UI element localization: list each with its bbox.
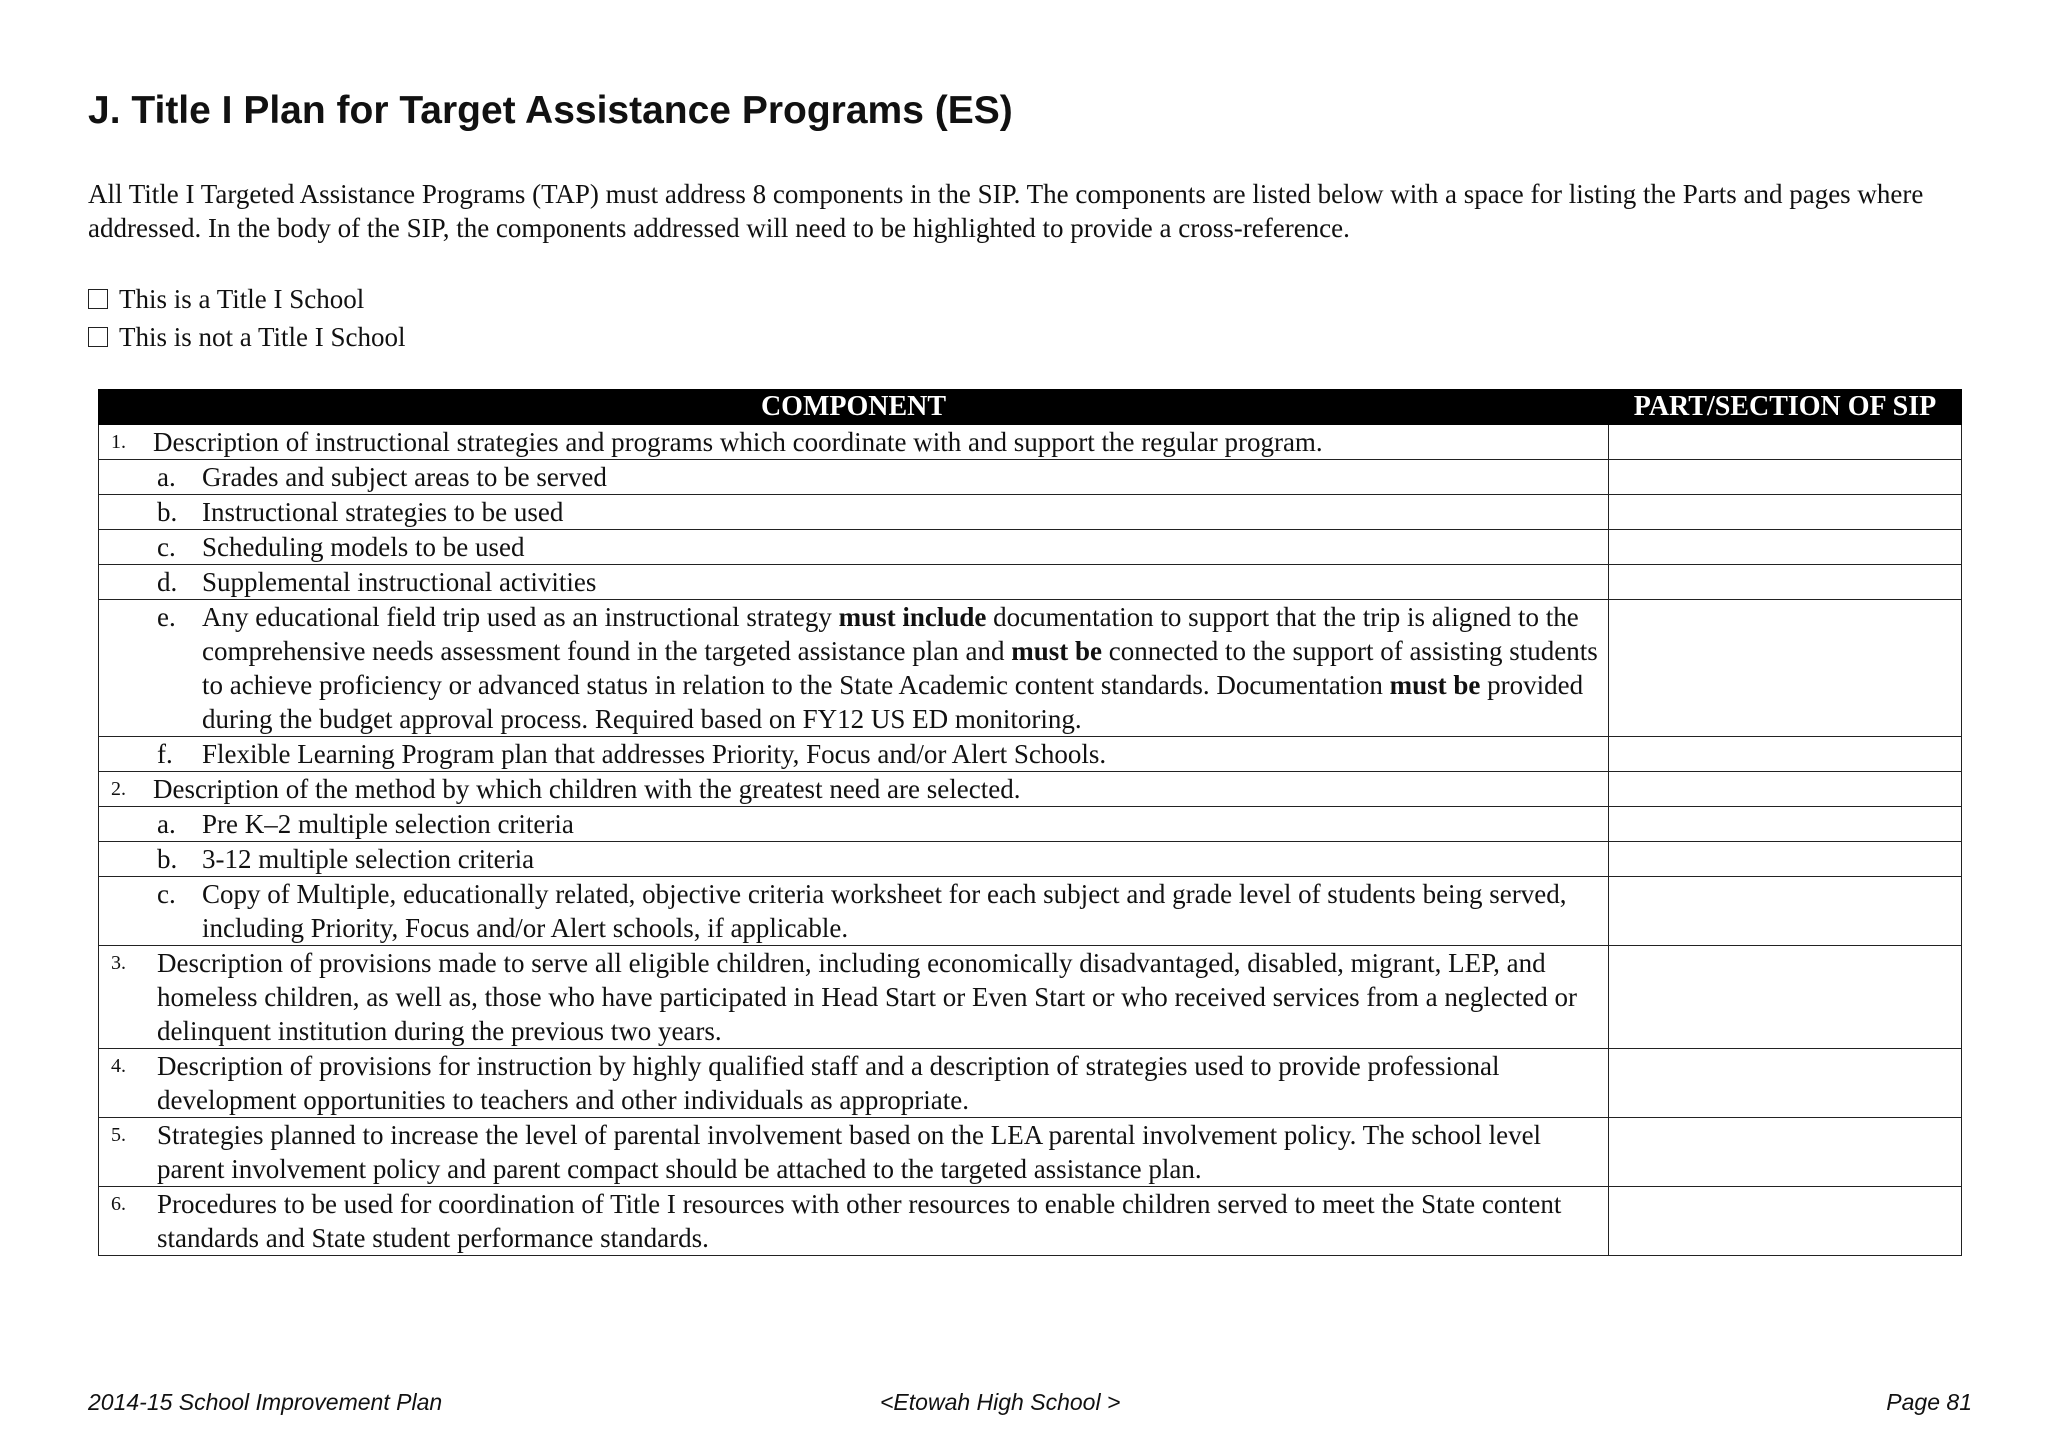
table-header-row bbox=[99, 390, 1962, 425]
part-section-cell[interactable] bbox=[1609, 772, 1962, 807]
sub-item-letter: b. bbox=[157, 497, 178, 527]
sub-item-text: Instructional strategies to be used bbox=[202, 497, 564, 527]
footer-school-name: <Etowah High School > bbox=[880, 1389, 1121, 1415]
component-cell bbox=[99, 530, 1609, 565]
table-row bbox=[99, 565, 1962, 600]
item-number: 2. bbox=[111, 778, 126, 800]
item-text: Procedures to be used for coordination of Title I resources with other resources to enable children served to meet the State content standards and State student performance standards. bbox=[157, 1189, 1562, 1253]
sub-item-text: Copy of Multiple, educationally related, objective criteria worksheet for each subject and grade level of students being served, including Priority, Focus and/or Alert schools, if applicable. bbox=[202, 879, 1567, 943]
sub-item-letter: a. bbox=[157, 809, 176, 839]
emphasis-text: must be bbox=[1011, 636, 1103, 666]
component-cell bbox=[99, 600, 1609, 737]
footer-page-number: Page 81 bbox=[1886, 1389, 1972, 1415]
text-run: connected to the support of assisting students to achieve proficiency or advanced status in relation to the State Academic content standards. Documentation bbox=[202, 636, 1598, 700]
part-section-cell[interactable] bbox=[1609, 807, 1962, 842]
sub-item-letter: d. bbox=[157, 567, 178, 597]
item-number: 4. bbox=[111, 1055, 126, 1077]
checkbox-label: This is not a Title I School bbox=[119, 322, 406, 352]
part-section-cell[interactable] bbox=[1609, 495, 1962, 530]
table-row bbox=[99, 842, 1962, 877]
checkbox-unchecked-icon[interactable] bbox=[88, 289, 108, 309]
table-row bbox=[99, 530, 1962, 565]
text-run: provided during the budget approval process. Required based on FY12 US ED monitoring. bbox=[202, 670, 1584, 734]
footer-plan-name: 2014-15 School Improvement Plan bbox=[88, 1389, 443, 1415]
item-text: Description of the method by which children with the greatest need are selected. bbox=[153, 774, 1021, 804]
part-section-cell[interactable] bbox=[1609, 1118, 1962, 1187]
table-row bbox=[99, 946, 1962, 1049]
part-section-cell[interactable] bbox=[1609, 1187, 1962, 1256]
part-section-cell[interactable] bbox=[1609, 842, 1962, 877]
part-section-cell[interactable] bbox=[1609, 737, 1962, 772]
component-cell bbox=[99, 946, 1609, 1049]
part-section-cell[interactable] bbox=[1609, 425, 1962, 460]
item-text: Strategies planned to increase the level of parental involvement based on the LEA parental involvement policy. The school level parent involvement policy and parent compact should be attached to the targeted assistance plan. bbox=[157, 1120, 1542, 1184]
page-title: J. Title I Plan for Target Assistance Programs (ES) bbox=[88, 89, 1013, 132]
components-table bbox=[98, 389, 1962, 1256]
table-row bbox=[99, 425, 1962, 460]
component-cell bbox=[99, 460, 1609, 495]
component-cell bbox=[99, 877, 1609, 946]
component-cell bbox=[99, 1049, 1609, 1118]
checkbox-label: This is a Title I School bbox=[119, 284, 365, 314]
component-column-header: COMPONENT bbox=[99, 390, 1609, 425]
intro-paragraph: All Title I Targeted Assistance Programs (TAP) must address 8 components in the SIP. The components are listed below with a space for listing the Parts and pages where addressed. In the body of the SIP, the components addressed will need to be highlighted to provide a cross-reference. bbox=[88, 179, 1924, 243]
sub-item-text: 3-12 multiple selection criteria bbox=[202, 844, 535, 874]
checkbox-title-i-school[interactable] bbox=[88, 280, 406, 318]
sub-item-text: Scheduling models to be used bbox=[202, 532, 525, 562]
text-run: documentation to support that the trip is aligned to the comprehensive needs assessment found in the targeted assistance plan and bbox=[202, 602, 1579, 666]
item-number: 1. bbox=[111, 431, 126, 453]
emphasis-text: must include bbox=[838, 602, 987, 632]
sub-item-letter: c. bbox=[157, 532, 176, 562]
sub-item-text: Supplemental instructional activities bbox=[202, 567, 597, 597]
item-number: 6. bbox=[111, 1193, 126, 1215]
table-row bbox=[99, 1049, 1962, 1118]
item-number: 3. bbox=[111, 952, 126, 974]
table-row bbox=[99, 460, 1962, 495]
sub-item-letter: c. bbox=[157, 879, 176, 909]
table-row bbox=[99, 600, 1962, 737]
checkbox-unchecked-icon[interactable] bbox=[88, 327, 108, 347]
item-text: Description of instructional strategies and programs which coordinate with and support the regular program. bbox=[153, 427, 1323, 457]
table-row bbox=[99, 807, 1962, 842]
emphasis-text: must be bbox=[1389, 670, 1481, 700]
item-number: 5. bbox=[111, 1124, 126, 1146]
sub-item-text: Grades and subject areas to be served bbox=[202, 462, 607, 492]
item-text: Description of provisions for instruction by highly qualified staff and a description of strategies used to provide professional development opportunities to teachers and other individuals as appropriate. bbox=[157, 1051, 1500, 1115]
component-cell bbox=[99, 425, 1609, 460]
component-cell bbox=[99, 1187, 1609, 1256]
sub-item-letter: f. bbox=[157, 739, 173, 769]
sub-item-letter: a. bbox=[157, 462, 176, 492]
table-row bbox=[99, 1118, 1962, 1187]
checkbox-not-title-i-school[interactable] bbox=[88, 318, 406, 356]
component-cell bbox=[99, 737, 1609, 772]
component-cell bbox=[99, 842, 1609, 877]
title-i-checkbox-group bbox=[88, 280, 406, 356]
component-cell bbox=[99, 495, 1609, 530]
sub-item-letter: e. bbox=[157, 602, 176, 632]
part-section-cell[interactable] bbox=[1609, 460, 1962, 495]
sub-item-letter: b. bbox=[157, 844, 178, 874]
sub-item-text: Flexible Learning Program plan that addresses Priority, Focus and/or Alert Schools. bbox=[202, 739, 1107, 769]
component-cell bbox=[99, 1118, 1609, 1187]
table-row bbox=[99, 772, 1962, 807]
text-run: Any educational field trip used as an instructional strategy bbox=[202, 602, 839, 632]
sub-item-text: Pre K–2 multiple selection criteria bbox=[202, 809, 574, 839]
part-section-column-header: PART/SECTION OF SIP bbox=[1609, 390, 1962, 425]
component-cell bbox=[99, 772, 1609, 807]
component-cell bbox=[99, 565, 1609, 600]
part-section-cell[interactable] bbox=[1609, 530, 1962, 565]
table-row bbox=[99, 737, 1962, 772]
part-section-cell[interactable] bbox=[1609, 1049, 1962, 1118]
part-section-cell[interactable] bbox=[1609, 600, 1962, 737]
part-section-cell[interactable] bbox=[1609, 877, 1962, 946]
part-section-cell[interactable] bbox=[1609, 946, 1962, 1049]
table-row bbox=[99, 495, 1962, 530]
component-cell bbox=[99, 807, 1609, 842]
table-row bbox=[99, 877, 1962, 946]
item-text: Description of provisions made to serve all eligible children, including economically disadvantaged, disabled, migrant, LEP, and homeless children, as well as, those who have participated in Head Start or Even Start or who received services from a neglected or delinquent institution during the previous two years. bbox=[157, 948, 1578, 1046]
table-row bbox=[99, 1187, 1962, 1256]
part-section-cell[interactable] bbox=[1609, 565, 1962, 600]
field-trip-requirement-text bbox=[202, 600, 1608, 736]
